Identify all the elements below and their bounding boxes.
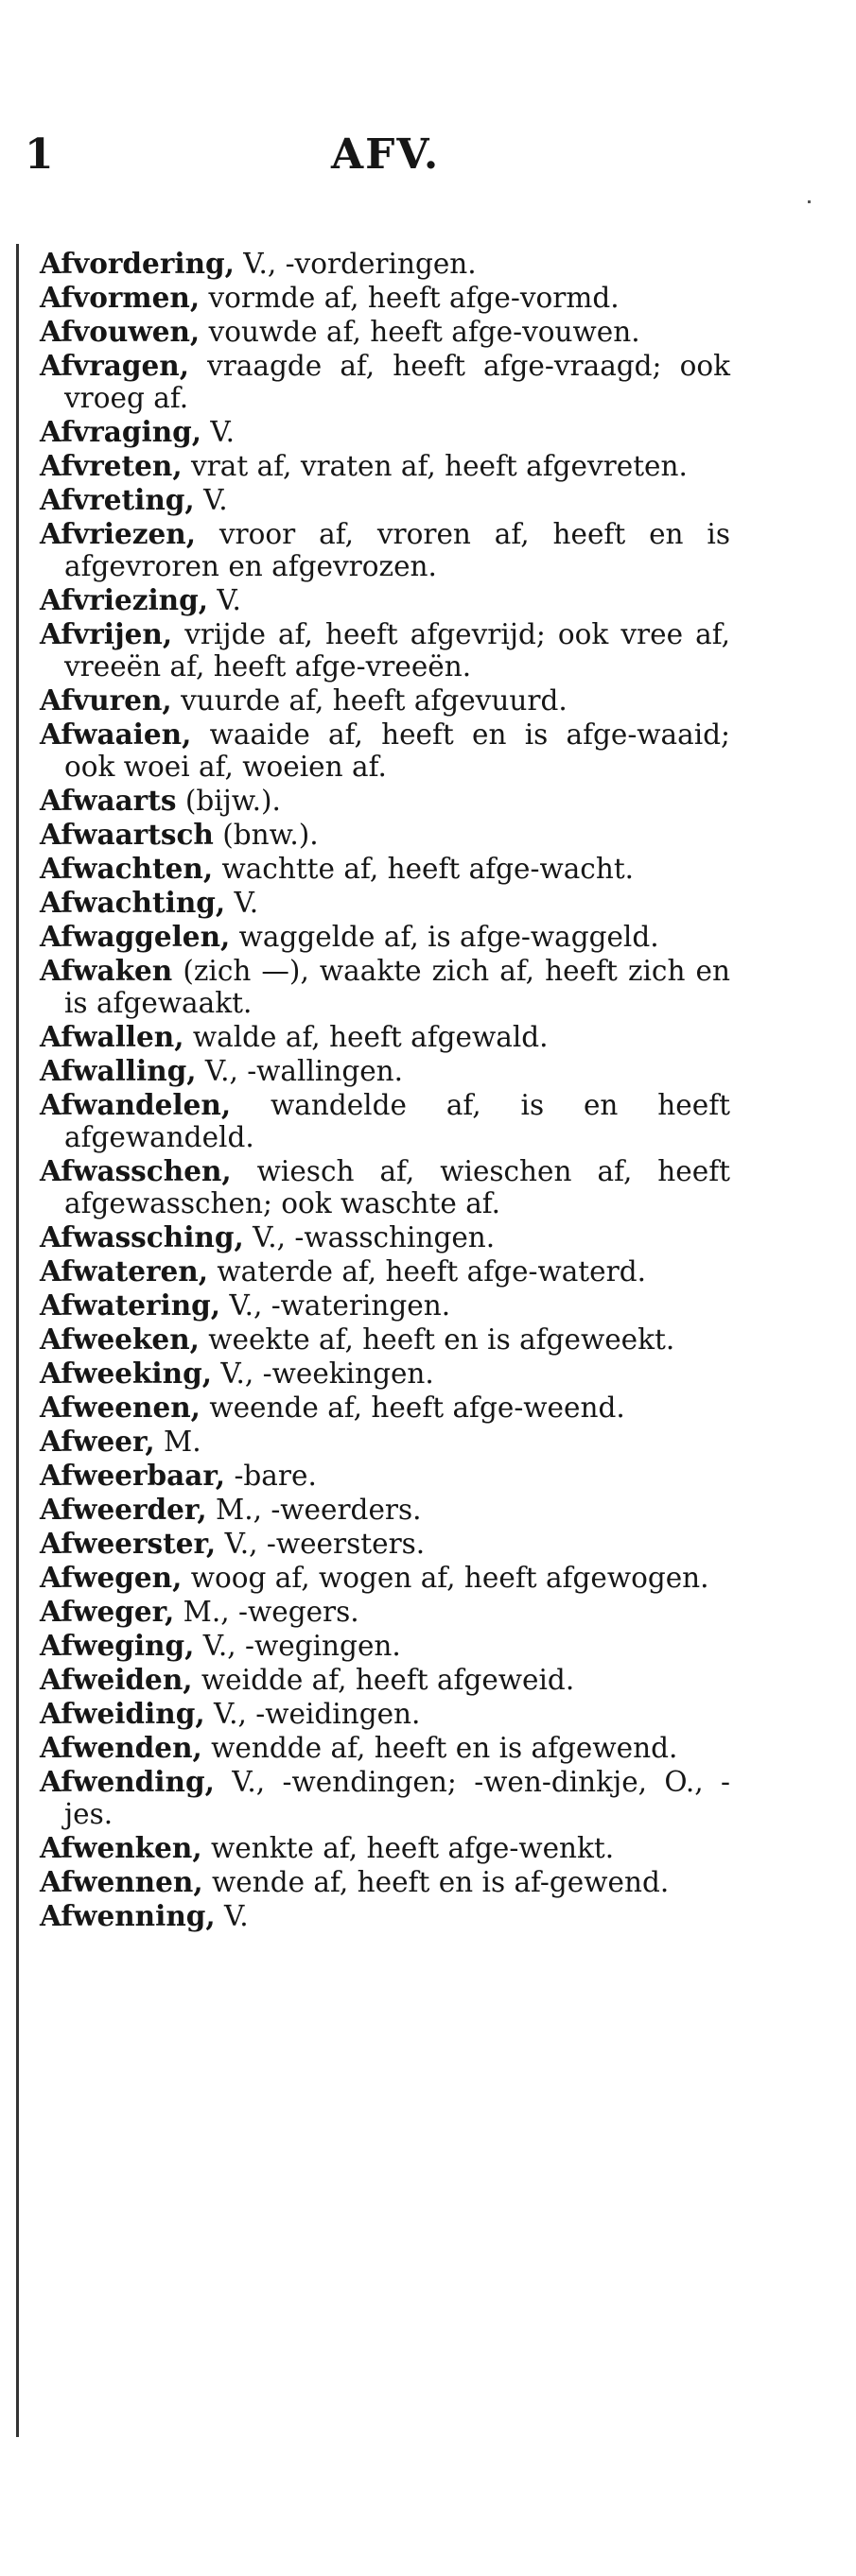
dictionary-entry	[40, 1255, 730, 1288]
dictionary-entry	[40, 484, 730, 516]
entry-definition: -bare.	[225, 1460, 317, 1492]
entry-definition: waterde af, heeft afge-waterd.	[208, 1255, 646, 1288]
entry-headword: Afweerbaar,	[40, 1459, 226, 1492]
entry-definition: V., -wendingen; -wen-dinkje, O., -jes.	[64, 1766, 730, 1830]
entry-headword: Afwassching,	[40, 1220, 244, 1253]
dictionary-entry	[40, 316, 730, 348]
entry-headword: Afvraging,	[40, 415, 202, 448]
entry-headword: Afweiding,	[40, 1697, 205, 1730]
entry-headword: Afvreting,	[40, 483, 195, 516]
entry-headword: Afwending,	[40, 1765, 215, 1798]
entry-headword: Afweerster,	[40, 1527, 217, 1560]
entry-headword: Afwaarts	[40, 784, 177, 817]
entry-definition: wiesch af, wieschen af, heeft afgewasschen; ook waschte af.	[64, 1155, 730, 1219]
entry-definition: vuurde af, heeft afgevuurd.	[171, 684, 568, 717]
entry-definition: V., -wegingen.	[194, 1630, 401, 1662]
entry-headword: Afvragen,	[40, 349, 189, 382]
entry-definition: M., -weerders.	[206, 1494, 422, 1526]
entry-definition: V.	[201, 416, 235, 448]
entry-definition: woog af, wogen af, heeft afgewogen.	[182, 1562, 709, 1594]
entry-definition: wendde af, heeft en is afgewend.	[201, 1732, 678, 1764]
entry-headword: Afwandelen,	[40, 1088, 232, 1121]
entry-definition: wachtte af, heeft afge-wacht.	[213, 853, 635, 885]
dictionary-entries	[40, 248, 730, 1934]
entry-definition: vouwde af, heeft afge-vouwen.	[200, 316, 640, 348]
dictionary-entry	[40, 1664, 730, 1696]
entry-headword: Afwaken	[40, 954, 173, 987]
entry-definition: V., -weersters.	[216, 1528, 426, 1560]
entry-headword: Afwachten,	[40, 852, 214, 885]
entry-headword: Afvormen,	[40, 281, 201, 314]
entry-headword: Afwaaien,	[40, 717, 192, 751]
dictionary-entry	[40, 1732, 730, 1764]
dictionary-entry	[40, 1055, 730, 1087]
entry-definition: V.	[225, 887, 259, 919]
stray-mark	[808, 200, 811, 203]
entry-definition: weende af, heeft afge-weend.	[200, 1392, 625, 1424]
entry-headword: Afwachting,	[40, 886, 226, 919]
entry-headword: Afwasschen,	[40, 1154, 232, 1187]
entry-headword: Afvriezen,	[40, 517, 196, 550]
entry-headword: Afvriezing,	[40, 583, 209, 616]
dictionary-entry	[40, 416, 730, 448]
entry-definition: (bijw.).	[176, 785, 281, 817]
page-number: 1	[25, 130, 54, 179]
dictionary-entry	[40, 853, 730, 885]
entry-definition: weidde af, heeft afgeweid.	[192, 1664, 575, 1696]
dictionary-entry	[40, 584, 730, 616]
dictionary-entry	[40, 248, 730, 280]
dictionary-entry	[40, 1596, 730, 1628]
dictionary-entry	[40, 1460, 730, 1492]
entry-headword: Afvouwen,	[40, 315, 201, 348]
dictionary-entry	[40, 1528, 730, 1560]
dictionary-entry	[40, 1357, 730, 1390]
entry-definition: vrijde af, heeft afgevrijd; ook vree af, vreeën af, heeft afge-vreeën.	[64, 618, 730, 683]
dictionary-entry	[40, 1494, 730, 1526]
entry-definition: V.	[215, 1900, 249, 1932]
dictionary-entry	[40, 1221, 730, 1253]
entry-definition: wandelde af, is en heeft afgewandeld.	[64, 1089, 730, 1153]
entry-definition: walde af, heeft afgewald.	[183, 1021, 549, 1053]
entry-definition: waggelde af, is afge-waggeld.	[230, 921, 659, 953]
entry-definition: (zich —), waakte zich af, heeft zich en is afgewaakt.	[64, 955, 730, 1019]
dictionary-entry	[40, 1323, 730, 1356]
dictionary-entry	[40, 921, 730, 953]
entry-headword: Afwegen,	[40, 1561, 183, 1594]
page-title: AFV.	[331, 130, 441, 179]
dictionary-entry	[40, 618, 730, 683]
entry-definition: vrat af, vraten af, heeft afgevreten.	[182, 450, 688, 482]
dictionary-entry	[40, 819, 730, 851]
dictionary-entry	[40, 1866, 730, 1898]
entry-definition: vroor af, vroren af, heeft en is afgevroren en afgevrozen.	[64, 518, 730, 582]
entry-definition: V., -weidingen.	[204, 1698, 421, 1730]
dictionary-entry	[40, 1766, 730, 1830]
entry-definition: vormde af, heeft afge-vormd.	[200, 282, 620, 314]
entry-headword: Afvordering,	[40, 247, 235, 280]
dictionary-entry	[40, 282, 730, 314]
entry-definition: M., -wegers.	[174, 1596, 359, 1628]
entry-headword: Afwatering,	[40, 1288, 221, 1322]
dictionary-entry	[40, 1426, 730, 1458]
entry-headword: Afweiden,	[40, 1663, 193, 1696]
dictionary-entry	[40, 1289, 730, 1322]
entry-headword: Afweer,	[40, 1425, 155, 1458]
dictionary-entry	[40, 887, 730, 919]
entry-definition: V., -wasschingen.	[243, 1221, 496, 1253]
entry-definition: wende af, heeft en is af-gewend.	[202, 1866, 670, 1898]
entry-definition: wenkte af, heeft afge-wenkt.	[201, 1832, 615, 1864]
entry-headword: Afvreten,	[40, 449, 183, 482]
entry-headword: Afweerder,	[40, 1493, 207, 1526]
dictionary-entry	[40, 955, 730, 1019]
entry-definition: V., -wallingen.	[196, 1055, 404, 1087]
entry-headword: Afwaartsch	[40, 818, 214, 851]
entry-headword: Afwennen,	[40, 1865, 203, 1898]
entry-headword: Afwalling,	[40, 1054, 197, 1087]
dictionary-entry	[40, 718, 730, 783]
dictionary-entry	[40, 1155, 730, 1219]
entry-headword: Afweging,	[40, 1629, 195, 1662]
entry-definition: weekte af, heeft en is afgeweekt.	[199, 1323, 675, 1356]
entry-definition: V., -weekingen.	[211, 1357, 434, 1390]
dictionary-entry	[40, 684, 730, 717]
dictionary-entry	[40, 1630, 730, 1662]
entry-headword: Afwenning,	[40, 1899, 216, 1932]
entry-headword: Afvrijen,	[40, 617, 173, 650]
entry-headword: Afwateren,	[40, 1254, 208, 1288]
entry-definition: vraagde af, heeft afge-vraagd; ook vroeg af.	[64, 350, 730, 414]
entry-headword: Afwaggelen,	[40, 920, 231, 953]
entry-headword: Afweger,	[40, 1595, 175, 1628]
entry-definition: V., -vorderingen.	[234, 248, 477, 280]
entry-headword: Afwenken,	[40, 1831, 202, 1864]
entry-headword: Afvuren,	[40, 683, 172, 717]
entry-headword: Afweeken,	[40, 1323, 200, 1356]
entry-headword: Afwenden,	[40, 1731, 202, 1764]
dictionary-entry	[40, 1832, 730, 1864]
entry-definition: M.	[154, 1426, 201, 1458]
entry-definition: V., -wateringen.	[220, 1289, 451, 1322]
dictionary-entry	[40, 450, 730, 482]
entry-definition: V.	[194, 484, 228, 516]
entry-definition: V.	[208, 584, 241, 616]
entry-headword: Afwallen,	[40, 1020, 184, 1053]
dictionary-entry	[40, 1021, 730, 1053]
entry-headword: Afweenen,	[40, 1391, 201, 1424]
dictionary-entry	[40, 1392, 730, 1424]
dictionary-entry	[40, 350, 730, 414]
dictionary-entry	[40, 1900, 730, 1932]
dictionary-entry	[40, 1089, 730, 1153]
entry-headword: Afweeking,	[40, 1357, 212, 1390]
dictionary-entry	[40, 1562, 730, 1594]
page-header	[0, 130, 856, 187]
column-rule	[16, 244, 19, 2437]
entry-definition: (bnw.).	[213, 819, 319, 851]
entry-definition: waaide af, heeft en is afge-waaid; ook woei af, woeien af.	[64, 718, 730, 783]
dictionary-entry	[40, 785, 730, 817]
dictionary-entry	[40, 518, 730, 582]
dictionary-entry	[40, 1698, 730, 1730]
